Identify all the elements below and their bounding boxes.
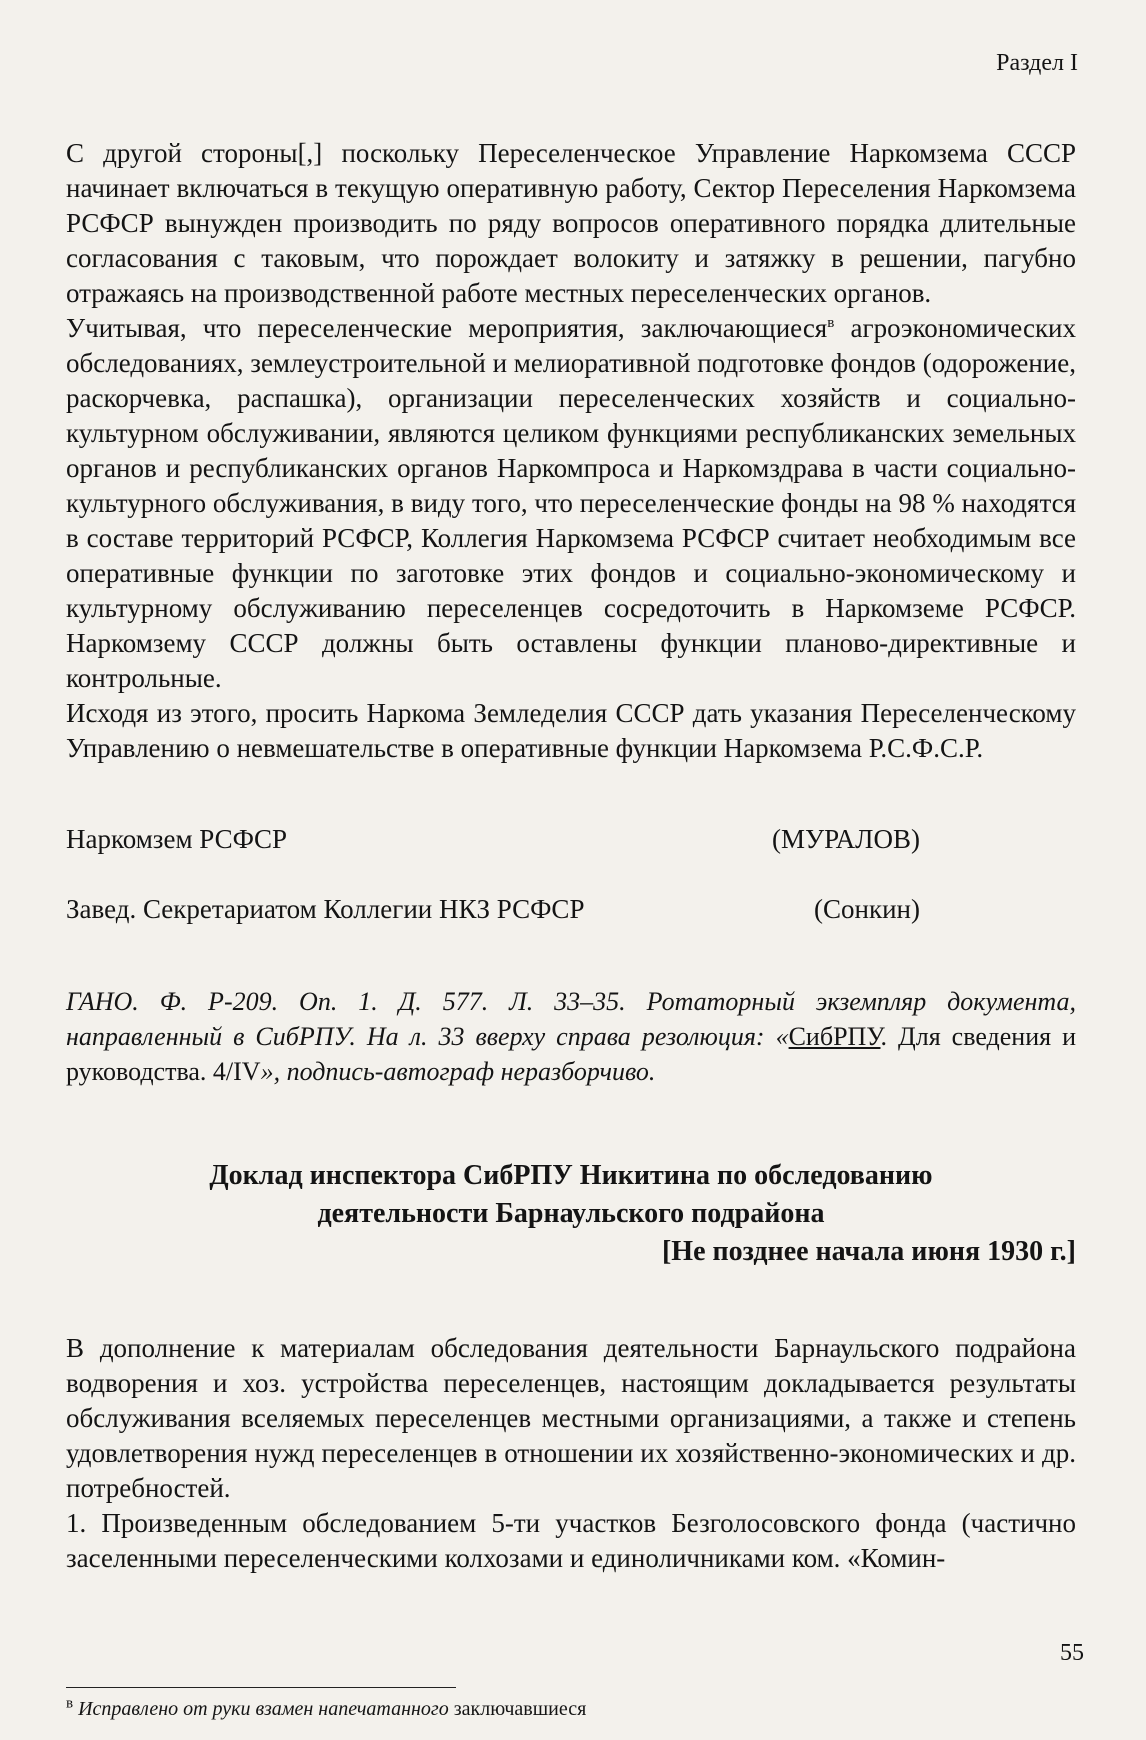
signature-secretary-name: (Сонкин) [814, 894, 920, 924]
paragraph-2-start: Учитывая, что переселенческие мероприятия, заключающиеся [66, 313, 828, 343]
signature-row-1 [66, 822, 1076, 857]
signature-secretary: Завед. Секретариатом Коллегии НКЗ РСФСР [66, 894, 585, 924]
footnote [66, 1695, 587, 1721]
title-line-2: деятельности Барнаульского подрайона [317, 1198, 825, 1229]
paragraph-3: Исходя из этого, просить Наркома Земледелия СССР дать указания Переселенческому Управлению о невмешательстве в оперативные функции Наркомзема Р.С.Ф.С.Р. [66, 698, 1076, 763]
footnote-divider [66, 1687, 456, 1688]
signature-row-2 [66, 892, 1076, 927]
document-title [66, 1157, 1076, 1233]
report-paragraph-1: В дополнение к материалам обследования деятельности Барнаульского подрайона водворения и хоз. устройства переселенцев, настоящим докладывается результаты обслуживания вселяемых переселенцев местными организациями, а также и степень удовлетворения нужд переселенцев в отношении их хозяйственно-экономических и др. потребностей. [66, 1333, 1076, 1503]
section-header: Раздел I [996, 50, 1078, 76]
signature-org: Наркомзем РСФСР [66, 824, 287, 854]
archive-reference [66, 984, 1076, 1089]
archive-plain: . Для сведения и руководства. 4/IV [66, 1022, 1077, 1086]
paragraph-2 [66, 311, 1076, 696]
paragraph-1: С другой стороны[,] поскольку Переселенческое Управление Наркомзема СССР начинает включаться в текущую оперативную работу, Сектор Переселения Наркомзема РСФСР вынужден производить по ряду вопросов оперативного порядка длительные согласования с таковым, что порождает волокиту и затяжку в решении, пагубно отражаясь на производственной работе местных переселенческих органов. [66, 138, 1076, 308]
title-line-1: Доклад инспектора СибРПУ Никитина по обследованию [209, 1160, 933, 1191]
archive-italic: ГАНО. Ф. Р-209. Оп. 1. Д. 577. Л. 33–35. Ротаторный экземпляр документа, направленный в СибРПУ. На л. 33 вверху справа резолюция: « [66, 987, 1076, 1051]
archive-resolution: СибРПУ [788, 1022, 881, 1051]
page-number: 55 [1060, 1640, 1084, 1666]
footnote-marker: в [827, 315, 835, 331]
footnote-note-marker: в [66, 1695, 74, 1712]
paragraph-2-rest: агроэкономических обследованиях, землеустроительной и мелиоративной подготовке фондов (одорожение, раскорчевка, распашка), организации переселенческих хозяйств и социально-культурном обслуживании, являются целиком функциями республиканских земельных органов и республиканских органов Наркомпроса и Наркомздрава в части социально-культурного обслуживания, в виду того, что переселенческие фонды на 98 % находятся в составе территорий РСФСР, Коллегия Наркомзема РСФСР считает необходимым все оперативные функции по заготовке этих фондов и социально-экономическому и культурному обслуживанию переселенцев сосредоточить в Наркомземе РСФСР. Наркомзему СССР должны быть оставлены функции планово-директивные и контрольные. [66, 313, 1077, 693]
report-paragraph-2: 1. Произведенным обследованием 5-ти участков Безголосовского фонда (частично заселенными переселенческими колхозами и единоличниками ком. «Комин- [66, 1508, 1076, 1573]
signature-org-name: (МУРАЛОВ) [772, 824, 920, 854]
document-date: [Не позднее начала июня 1930 г.] [661, 1236, 1076, 1267]
archive-italic-end: », подпись-автограф неразборчиво. [260, 1057, 656, 1086]
footnote-plain: заключавшиеся [453, 1698, 587, 1720]
body-text [66, 136, 1076, 1576]
report-body [66, 1331, 1076, 1576]
footnote-italic: Исправлено от руки взамен напечатанного [78, 1698, 449, 1720]
